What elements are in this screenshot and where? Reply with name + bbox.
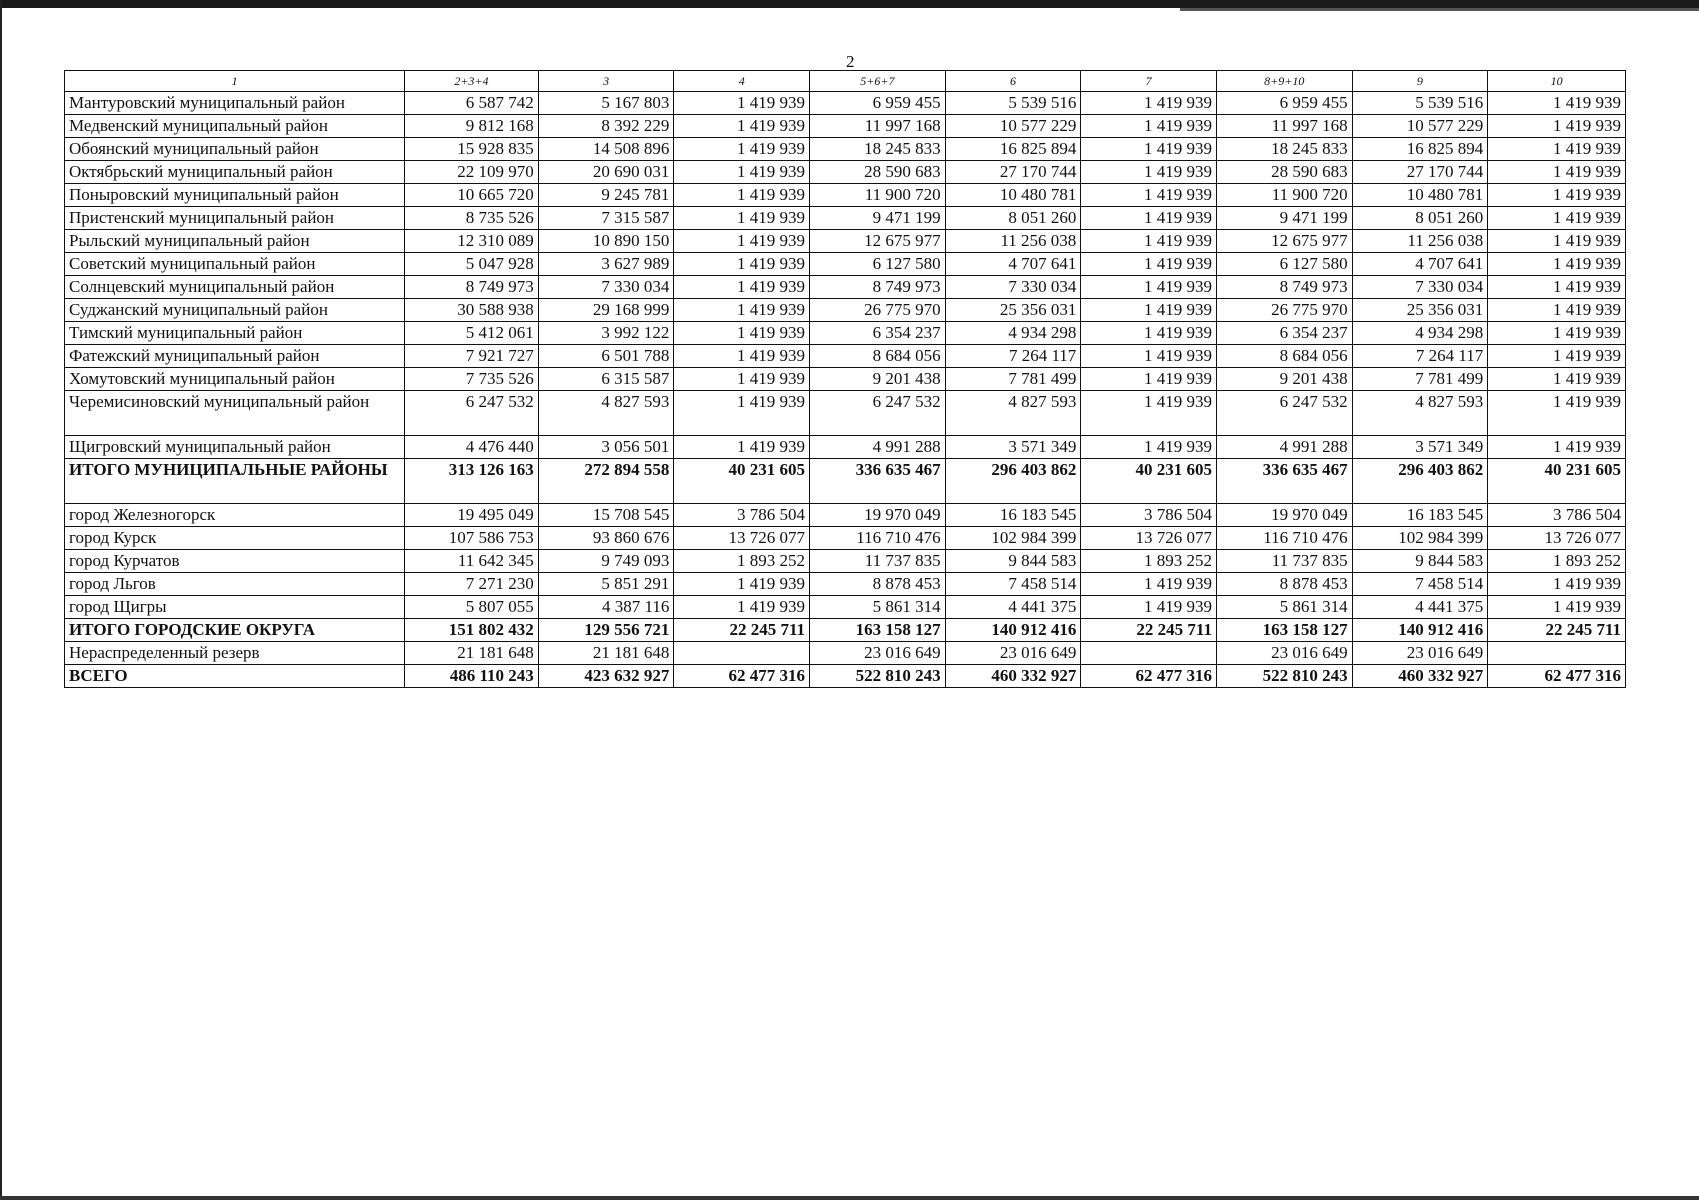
table-cell: 140 912 416 — [945, 619, 1081, 642]
table-cell: 13 726 077 — [1488, 527, 1626, 550]
table-cell: 1 419 939 — [1081, 161, 1217, 184]
table-cell: 8 684 056 — [1216, 345, 1352, 368]
table-cell: 9 749 093 — [538, 550, 674, 573]
table-cell: 7 781 499 — [945, 368, 1081, 391]
table-cell: 10 577 229 — [1352, 115, 1488, 138]
table-cell: 102 984 399 — [1352, 527, 1488, 550]
table-cell: 9 471 199 — [810, 207, 946, 230]
table-cell: 1 419 939 — [1488, 596, 1626, 619]
table-cell: 23 016 649 — [1216, 642, 1352, 665]
row-label: Солнцевский муниципальный район — [65, 276, 405, 299]
table-cell: 1 419 939 — [674, 115, 810, 138]
table-cell: 4 991 288 — [810, 436, 946, 459]
table-cell: 1 419 939 — [1488, 391, 1626, 436]
table-cell: 22 245 711 — [1488, 619, 1626, 642]
table-row — [65, 299, 1626, 322]
table-cell: 1 419 939 — [674, 253, 810, 276]
table-cell: 460 332 927 — [1352, 665, 1488, 688]
table-cell: 1 419 939 — [1081, 276, 1217, 299]
table-cell: 1 419 939 — [1488, 368, 1626, 391]
table-cell: 11 737 835 — [810, 550, 946, 573]
table-cell: 6 247 532 — [810, 391, 946, 436]
table-cell: 107 586 753 — [405, 527, 539, 550]
table-cell: 4 707 641 — [1352, 253, 1488, 276]
table-cell: 7 781 499 — [1352, 368, 1488, 391]
table-cell: 4 827 593 — [945, 391, 1081, 436]
table-cell: 22 109 970 — [405, 161, 539, 184]
table-cell: 6 501 788 — [538, 345, 674, 368]
table-cell: 522 810 243 — [1216, 665, 1352, 688]
table-row — [65, 138, 1626, 161]
table-cell: 1 419 939 — [674, 299, 810, 322]
table-cell: 6 354 237 — [1216, 322, 1352, 345]
table-cell: 28 590 683 — [1216, 161, 1352, 184]
table-cell: 19 970 049 — [1216, 504, 1352, 527]
table-cell: 9 844 583 — [945, 550, 1081, 573]
table-cell: 18 245 833 — [1216, 138, 1352, 161]
table-cell: 9 201 438 — [810, 368, 946, 391]
table-cell: 7 921 727 — [405, 345, 539, 368]
table-cell: 7 264 117 — [945, 345, 1081, 368]
table-cell: 1 419 939 — [1488, 299, 1626, 322]
table-cell: 1 419 939 — [1081, 345, 1217, 368]
table-cell: 296 403 862 — [945, 459, 1081, 504]
table-cell: 1 419 939 — [1488, 345, 1626, 368]
table-cell: 10 890 150 — [538, 230, 674, 253]
table-cell: 140 912 416 — [1352, 619, 1488, 642]
table-cell: 40 231 605 — [1488, 459, 1626, 504]
table-cell: 29 168 999 — [538, 299, 674, 322]
table-cell: 9 471 199 — [1216, 207, 1352, 230]
table-cell: 1 419 939 — [674, 207, 810, 230]
table-cell: 1 419 939 — [674, 138, 810, 161]
table-cell: 3 571 349 — [945, 436, 1081, 459]
table-cell: 116 710 476 — [1216, 527, 1352, 550]
table-cell: 6 127 580 — [810, 253, 946, 276]
table-cell: 1 419 939 — [1081, 230, 1217, 253]
column-header: 1 — [65, 71, 405, 92]
row-label: Тимский муниципальный район — [65, 322, 405, 345]
column-header: 7 — [1081, 71, 1217, 92]
table-row — [65, 345, 1626, 368]
table-cell: 8 749 973 — [1216, 276, 1352, 299]
table-cell: 8 684 056 — [810, 345, 946, 368]
table-cell: 7 264 117 — [1352, 345, 1488, 368]
table-cell: 11 256 038 — [945, 230, 1081, 253]
table-cell: 11 256 038 — [1352, 230, 1488, 253]
table-cell: 1 419 939 — [1488, 92, 1626, 115]
table-cell: 5 861 314 — [1216, 596, 1352, 619]
table-cell: 4 441 375 — [1352, 596, 1488, 619]
row-label: Октябрьский муниципальный район — [65, 161, 405, 184]
table-cell: 1 419 939 — [674, 436, 810, 459]
row-label: Черемисиновский муниципальный район — [65, 391, 405, 436]
table-cell: 4 934 298 — [1352, 322, 1488, 345]
table-cell: 1 419 939 — [1488, 573, 1626, 596]
table-cell: 1 419 939 — [1488, 276, 1626, 299]
table-cell: 6 315 587 — [538, 368, 674, 391]
table-cell: 1 419 939 — [1488, 115, 1626, 138]
table-cell: 1 419 939 — [1081, 322, 1217, 345]
column-header: 8+9+10 — [1216, 71, 1352, 92]
table-cell: 1 419 939 — [674, 92, 810, 115]
table-cell: 6 587 742 — [405, 92, 539, 115]
row-label: Нераспределенный резерв — [65, 642, 405, 665]
table-cell: 23 016 649 — [810, 642, 946, 665]
table-cell: 5 861 314 — [810, 596, 946, 619]
table-cell: 8 735 526 — [405, 207, 539, 230]
table-cell: 1 419 939 — [674, 161, 810, 184]
column-header: 5+6+7 — [810, 71, 946, 92]
table-cell: 1 893 252 — [674, 550, 810, 573]
table-cell: 3 992 122 — [538, 322, 674, 345]
table-cell: 8 051 260 — [1352, 207, 1488, 230]
table-cell: 5 047 928 — [405, 253, 539, 276]
table-cell: 1 419 939 — [1488, 230, 1626, 253]
table-cell: 1 419 939 — [1488, 322, 1626, 345]
table-cell: 4 934 298 — [945, 322, 1081, 345]
table-cell: 1 419 939 — [1081, 184, 1217, 207]
table-cell: 8 749 973 — [810, 276, 946, 299]
table-cell: 7 271 230 — [405, 573, 539, 596]
column-header: 6 — [945, 71, 1081, 92]
budget-table — [64, 70, 1626, 688]
table-cell: 93 860 676 — [538, 527, 674, 550]
table-cell: 1 419 939 — [1081, 596, 1217, 619]
table-cell: 1 419 939 — [674, 368, 810, 391]
table-row — [65, 596, 1626, 619]
table-cell: 163 158 127 — [1216, 619, 1352, 642]
table-cell: 3 786 504 — [1488, 504, 1626, 527]
column-number-header — [65, 71, 1626, 92]
table-cell: 4 827 593 — [538, 391, 674, 436]
table-cell: 21 181 648 — [405, 642, 539, 665]
table-cell: 3 056 501 — [538, 436, 674, 459]
table-cell: 7 735 526 — [405, 368, 539, 391]
row-label: Обоянский муниципальный район — [65, 138, 405, 161]
table-cell: 40 231 605 — [674, 459, 810, 504]
row-label: Хомутовский муниципальный район — [65, 368, 405, 391]
table-cell: 151 802 432 — [405, 619, 539, 642]
table-cell: 6 247 532 — [1216, 391, 1352, 436]
table-cell: 1 419 939 — [1488, 207, 1626, 230]
table-cell: 1 893 252 — [1081, 550, 1217, 573]
table-cell: 6 247 532 — [405, 391, 539, 436]
table-cell: 10 665 720 — [405, 184, 539, 207]
table-cell: 22 245 711 — [674, 619, 810, 642]
table-cell: 27 170 744 — [945, 161, 1081, 184]
row-label: Рыльский муниципальный район — [65, 230, 405, 253]
table-cell: 5 851 291 — [538, 573, 674, 596]
table-cell: 1 419 939 — [1081, 92, 1217, 115]
table-cell: 5 412 061 — [405, 322, 539, 345]
table-row — [65, 504, 1626, 527]
scan-border-top — [0, 0, 1699, 8]
table-cell: 1 419 939 — [1488, 436, 1626, 459]
table-cell: 9 245 781 — [538, 184, 674, 207]
table-row — [65, 253, 1626, 276]
table-cell: 116 710 476 — [810, 527, 946, 550]
table-cell: 272 894 558 — [538, 459, 674, 504]
table-cell: 40 231 605 — [1081, 459, 1217, 504]
table-cell: 7 330 034 — [538, 276, 674, 299]
table-cell: 28 590 683 — [810, 161, 946, 184]
table-cell: 1 419 939 — [1081, 299, 1217, 322]
table-cell: 25 356 031 — [945, 299, 1081, 322]
table-cell: 7 458 514 — [945, 573, 1081, 596]
row-label: город Щигры — [65, 596, 405, 619]
table-row — [65, 368, 1626, 391]
table-cell: 8 392 229 — [538, 115, 674, 138]
table-cell: 13 726 077 — [1081, 527, 1217, 550]
table-row — [65, 436, 1626, 459]
table-cell: 336 635 467 — [810, 459, 946, 504]
table-cell: 25 356 031 — [1352, 299, 1488, 322]
table-cell — [674, 642, 810, 665]
table-cell: 62 477 316 — [1081, 665, 1217, 688]
table-cell: 5 167 803 — [538, 92, 674, 115]
table-cell: 11 900 720 — [1216, 184, 1352, 207]
table-cell: 9 812 168 — [405, 115, 539, 138]
table-cell: 1 419 939 — [1081, 436, 1217, 459]
column-header: 10 — [1488, 71, 1626, 92]
table-row — [65, 619, 1626, 642]
table-row — [65, 642, 1626, 665]
table-cell: 1 419 939 — [674, 596, 810, 619]
table-cell: 5 539 516 — [1352, 92, 1488, 115]
table-cell: 20 690 031 — [538, 161, 674, 184]
table-cell: 18 245 833 — [810, 138, 946, 161]
row-label: город Курчатов — [65, 550, 405, 573]
table-row — [65, 230, 1626, 253]
table-cell: 62 477 316 — [674, 665, 810, 688]
table-cell: 13 726 077 — [674, 527, 810, 550]
table-cell: 3 786 504 — [674, 504, 810, 527]
table-cell: 11 642 345 — [405, 550, 539, 573]
table-row — [65, 207, 1626, 230]
row-label: Мантуровский муниципальный район — [65, 92, 405, 115]
table-cell: 5 807 055 — [405, 596, 539, 619]
table-cell: 1 419 939 — [674, 230, 810, 253]
table-cell: 4 387 116 — [538, 596, 674, 619]
table-cell: 4 441 375 — [945, 596, 1081, 619]
table-cell: 5 539 516 — [945, 92, 1081, 115]
table-cell: 1 419 939 — [1081, 115, 1217, 138]
column-header: 2+3+4 — [405, 71, 539, 92]
table-cell: 1 419 939 — [674, 391, 810, 436]
table-cell: 1 419 939 — [674, 184, 810, 207]
table-row — [65, 573, 1626, 596]
table-cell: 460 332 927 — [945, 665, 1081, 688]
table-cell: 16 183 545 — [945, 504, 1081, 527]
table-cell: 4 827 593 — [1352, 391, 1488, 436]
table-cell: 6 127 580 — [1216, 253, 1352, 276]
table-cell: 30 588 938 — [405, 299, 539, 322]
table-cell: 15 708 545 — [538, 504, 674, 527]
table-cell: 423 632 927 — [538, 665, 674, 688]
table-cell: 336 635 467 — [1216, 459, 1352, 504]
row-label: Медвенский муниципальный район — [65, 115, 405, 138]
table-cell: 1 419 939 — [1081, 391, 1217, 436]
table-cell: 1 419 939 — [1488, 184, 1626, 207]
table-row — [65, 322, 1626, 345]
table-cell: 26 775 970 — [1216, 299, 1352, 322]
table-cell: 3 627 989 — [538, 253, 674, 276]
table-cell: 1 419 939 — [674, 322, 810, 345]
table-cell: 1 419 939 — [1081, 207, 1217, 230]
table-cell: 1 419 939 — [1081, 253, 1217, 276]
table-row — [65, 459, 1626, 504]
row-label: Поныровский муниципальный район — [65, 184, 405, 207]
table-cell: 1 893 252 — [1488, 550, 1626, 573]
table-cell: 23 016 649 — [1352, 642, 1488, 665]
table-cell: 4 476 440 — [405, 436, 539, 459]
table-cell: 1 419 939 — [1081, 368, 1217, 391]
table-cell: 16 825 894 — [945, 138, 1081, 161]
table-cell: 23 016 649 — [945, 642, 1081, 665]
page-number: 2 — [846, 52, 855, 71]
table-row — [65, 115, 1626, 138]
row-label: город Железногорск — [65, 504, 405, 527]
table-cell: 3 571 349 — [1352, 436, 1488, 459]
table-cell: 12 675 977 — [1216, 230, 1352, 253]
row-label: Фатежский муниципальный район — [65, 345, 405, 368]
table-row — [65, 276, 1626, 299]
table-cell: 10 577 229 — [945, 115, 1081, 138]
table-cell: 6 959 455 — [1216, 92, 1352, 115]
table-cell: 296 403 862 — [1352, 459, 1488, 504]
table-row — [65, 391, 1626, 436]
table-row — [65, 665, 1626, 688]
table-cell: 4 991 288 — [1216, 436, 1352, 459]
table-cell: 11 997 168 — [810, 115, 946, 138]
row-label: Щигровский муниципальный район — [65, 436, 405, 459]
row-label: Пристенский муниципальный район — [65, 207, 405, 230]
table-cell: 8 749 973 — [405, 276, 539, 299]
table-cell: 313 126 163 — [405, 459, 539, 504]
row-label: Советский муниципальный район — [65, 253, 405, 276]
table-cell: 4 707 641 — [945, 253, 1081, 276]
table-cell — [1488, 642, 1626, 665]
table-row — [65, 550, 1626, 573]
table-cell: 163 158 127 — [810, 619, 946, 642]
table-cell: 1 419 939 — [1488, 253, 1626, 276]
table-cell: 12 310 089 — [405, 230, 539, 253]
table-cell: 1 419 939 — [1488, 138, 1626, 161]
table-cell: 11 900 720 — [810, 184, 946, 207]
row-label: город Курск — [65, 527, 405, 550]
table-cell: 1 419 939 — [1081, 138, 1217, 161]
table-cell: 19 495 049 — [405, 504, 539, 527]
table-cell: 19 970 049 — [810, 504, 946, 527]
table-cell: 7 458 514 — [1352, 573, 1488, 596]
table-cell: 16 183 545 — [1352, 504, 1488, 527]
table-cell: 9 201 438 — [1216, 368, 1352, 391]
column-header: 4 — [674, 71, 810, 92]
table-cell: 62 477 316 — [1488, 665, 1626, 688]
table-row — [65, 161, 1626, 184]
table-cell: 10 480 781 — [945, 184, 1081, 207]
table-cell: 1 419 939 — [1488, 161, 1626, 184]
table-cell: 9 844 583 — [1352, 550, 1488, 573]
table-cell: 22 245 711 — [1081, 619, 1217, 642]
table-cell: 21 181 648 — [538, 642, 674, 665]
table-cell: 12 675 977 — [810, 230, 946, 253]
table-cell: 8 878 453 — [1216, 573, 1352, 596]
table-cell: 27 170 744 — [1352, 161, 1488, 184]
table-cell: 522 810 243 — [810, 665, 946, 688]
row-label: город Льгов — [65, 573, 405, 596]
table-row — [65, 527, 1626, 550]
row-label: ВСЕГО — [65, 665, 405, 688]
table-cell: 1 419 939 — [674, 573, 810, 596]
table-cell: 102 984 399 — [945, 527, 1081, 550]
table-cell: 26 775 970 — [810, 299, 946, 322]
table-cell: 16 825 894 — [1352, 138, 1488, 161]
table-cell: 6 959 455 — [810, 92, 946, 115]
table-cell: 14 508 896 — [538, 138, 674, 161]
table-cell: 486 110 243 — [405, 665, 539, 688]
table-cell — [1081, 642, 1217, 665]
table-cell: 6 354 237 — [810, 322, 946, 345]
table-cell: 1 419 939 — [674, 345, 810, 368]
table-cell: 1 419 939 — [1081, 573, 1217, 596]
scan-border-left — [0, 0, 2, 1200]
table-cell: 10 480 781 — [1352, 184, 1488, 207]
table-cell: 7 330 034 — [945, 276, 1081, 299]
table-row — [65, 92, 1626, 115]
table-cell: 8 051 260 — [945, 207, 1081, 230]
table-cell: 3 786 504 — [1081, 504, 1217, 527]
column-header: 3 — [538, 71, 674, 92]
table-row — [65, 184, 1626, 207]
column-header: 9 — [1352, 71, 1488, 92]
scan-border-bottom — [0, 1196, 1699, 1200]
table-cell: 7 315 587 — [538, 207, 674, 230]
row-label: ИТОГО МУНИЦИПАЛЬНЫЕ РАЙОНЫ — [65, 459, 405, 504]
table-cell: 129 556 721 — [538, 619, 674, 642]
table-cell: 11 737 835 — [1216, 550, 1352, 573]
table-cell: 8 878 453 — [810, 573, 946, 596]
row-label: Суджанский муниципальный район — [65, 299, 405, 322]
table-cell: 15 928 835 — [405, 138, 539, 161]
table-cell: 11 997 168 — [1216, 115, 1352, 138]
row-label: ИТОГО ГОРОДСКИЕ ОКРУГА — [65, 619, 405, 642]
table-cell: 7 330 034 — [1352, 276, 1488, 299]
table-cell: 1 419 939 — [674, 276, 810, 299]
scan-border-top-shadow — [1180, 8, 1699, 11]
